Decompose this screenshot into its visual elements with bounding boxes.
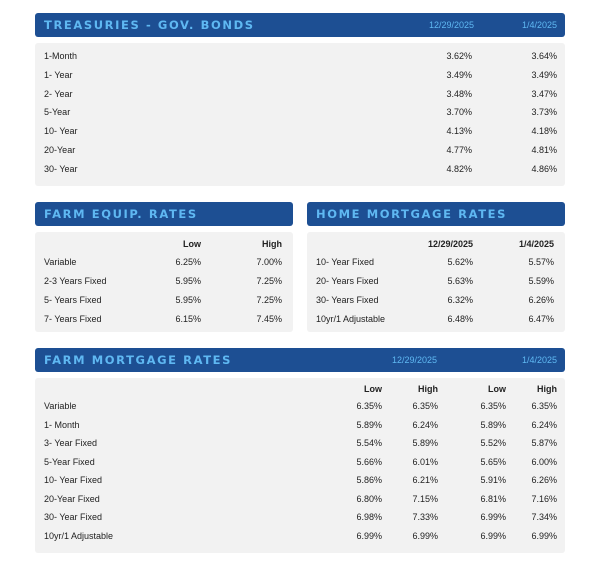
farm-mortgage-col-low-2: Low — [488, 384, 506, 394]
row-value: 3.47% — [531, 88, 557, 99]
row-value: 6.00% — [531, 456, 557, 467]
row-value: 5.89% — [412, 438, 438, 448]
row-label: 2-3 Years Fixed — [44, 276, 107, 286]
row-value: 6.99% — [412, 530, 438, 541]
row-label: 10yr/1 Adjustable — [44, 530, 114, 541]
farm-mortgage-date-2: 1/4/2025 — [521, 355, 557, 365]
row-value: 7.25% — [256, 295, 282, 305]
home-mortgage-header — [307, 202, 565, 226]
row-value: 7.33% — [412, 512, 438, 522]
row-label: 20-Year Fixed — [44, 493, 100, 504]
row-value: 4.86% — [531, 163, 557, 174]
row-label: 10- Year — [44, 126, 78, 137]
row-value: 5.89% — [356, 419, 382, 430]
row-value: 5.65% — [480, 456, 506, 467]
row-value: 6.99% — [356, 530, 382, 541]
row-value: 5.63% — [447, 276, 473, 286]
row-label: 10- Year Fixed — [316, 257, 375, 267]
row-label: 10yr/1 Adjustable — [316, 314, 386, 324]
row-value: 3.73% — [531, 107, 557, 118]
row-label: 1-Month — [44, 51, 78, 61]
row-label: 20-Year — [44, 145, 76, 155]
farm-mortgage-col-low-1: Low — [364, 384, 382, 394]
row-label: 3- Year Fixed — [44, 438, 98, 448]
row-value: 6.99% — [480, 512, 506, 522]
row-label: 5-Year Fixed — [44, 456, 95, 467]
row-value: 7.25% — [256, 276, 282, 286]
farm-equip-table — [35, 232, 293, 332]
row-value: 4.77% — [446, 145, 472, 155]
row-value: 6.21% — [412, 475, 438, 485]
treasuries-header — [35, 13, 565, 37]
row-value: 5.95% — [175, 276, 201, 286]
row-value: 5.89% — [480, 419, 506, 430]
farm-equip-header — [35, 202, 293, 226]
row-value: 6.32% — [447, 295, 473, 305]
row-label: 2- Year — [44, 88, 73, 99]
row-value: 5.86% — [356, 475, 382, 485]
row-value: 7.15% — [412, 493, 438, 504]
row-value: 6.98% — [356, 512, 382, 522]
row-value: 5.59% — [528, 276, 554, 286]
row-value: 7.45% — [256, 314, 282, 324]
farm-mortgage-title: FARM MORTGAGE RATES — [44, 353, 233, 367]
row-value: 4.18% — [531, 126, 557, 137]
farm-equip-col-low: Low — [183, 239, 201, 249]
treasuries-table — [35, 43, 565, 186]
row-value: 6.35% — [531, 401, 557, 411]
treasuries-title: TREASURIES - GOV. BONDS — [44, 18, 255, 32]
row-value: 6.35% — [356, 401, 382, 411]
row-value: 6.26% — [528, 295, 554, 305]
row-label: 30- Years Fixed — [316, 295, 379, 305]
row-value: 6.35% — [480, 401, 506, 411]
row-value: 5.66% — [356, 456, 382, 467]
farm-mortgage-date-1: 12/29/2025 — [391, 355, 437, 365]
row-value: 6.26% — [531, 475, 557, 485]
row-label: 10- Year Fixed — [44, 475, 103, 485]
row-label: 30- Year — [44, 163, 78, 174]
row-value: 4.13% — [446, 126, 472, 137]
row-label: Variable — [44, 257, 77, 267]
row-value: 3.64% — [531, 51, 557, 61]
row-value: 5.87% — [531, 438, 557, 448]
row-value: 3.49% — [446, 69, 472, 80]
farm-mortgage-table — [35, 378, 565, 553]
row-value: 6.80% — [356, 493, 382, 504]
row-label: Variable — [44, 401, 77, 411]
home-mortgage-title: HOME MORTGAGE RATES — [316, 207, 507, 221]
home-mortgage-col-date-2: 1/4/2025 — [518, 239, 554, 249]
row-label: 7- Years Fixed — [44, 314, 102, 324]
row-value: 7.34% — [531, 512, 557, 522]
row-value: 6.24% — [412, 419, 438, 430]
row-value: 5.95% — [175, 295, 201, 305]
row-label: 30- Year Fixed — [44, 512, 103, 522]
row-value: 7.16% — [531, 493, 557, 504]
farm-mortgage-col-high-1: High — [418, 384, 438, 394]
row-value: 6.24% — [531, 419, 557, 430]
treasuries-date-1: 12/29/2025 — [428, 20, 474, 30]
farm-equip-title: FARM EQUIP. RATES — [44, 207, 198, 221]
row-value: 6.35% — [412, 401, 438, 411]
farm-mortgage-header — [35, 348, 565, 372]
row-value: 6.81% — [480, 493, 506, 504]
row-value: 5.54% — [356, 438, 382, 448]
row-label: 1- Month — [44, 419, 80, 430]
row-value: 5.62% — [447, 257, 473, 267]
row-value: 6.47% — [528, 314, 554, 324]
row-value: 3.48% — [446, 88, 472, 99]
row-value: 3.62% — [446, 51, 472, 61]
row-value: 5.57% — [528, 257, 554, 267]
row-label: 1- Year — [44, 69, 73, 80]
farm-equip-col-high: High — [262, 239, 282, 249]
row-value: 6.01% — [412, 456, 438, 467]
farm-mortgage-col-high-2: High — [537, 384, 557, 394]
row-value: 6.99% — [531, 530, 557, 541]
row-value: 6.15% — [175, 314, 201, 324]
row-label: 20- Years Fixed — [316, 276, 379, 286]
row-value: 7.00% — [256, 257, 282, 267]
row-label: 5-Year — [44, 107, 71, 118]
row-value: 6.25% — [175, 257, 201, 267]
row-value: 4.82% — [446, 163, 472, 174]
treasuries-date-2: 1/4/2025 — [521, 20, 557, 30]
home-mortgage-col-date-1: 12/29/2025 — [427, 239, 473, 249]
row-value: 5.91% — [480, 475, 506, 485]
row-value: 3.49% — [531, 69, 557, 80]
row-value: 5.52% — [480, 438, 506, 448]
row-value: 6.99% — [480, 530, 506, 541]
home-mortgage-table — [307, 232, 565, 332]
row-value: 4.81% — [531, 145, 557, 155]
row-value: 6.48% — [447, 314, 473, 324]
row-value: 3.70% — [446, 107, 472, 118]
row-label: 5- Years Fixed — [44, 295, 102, 305]
